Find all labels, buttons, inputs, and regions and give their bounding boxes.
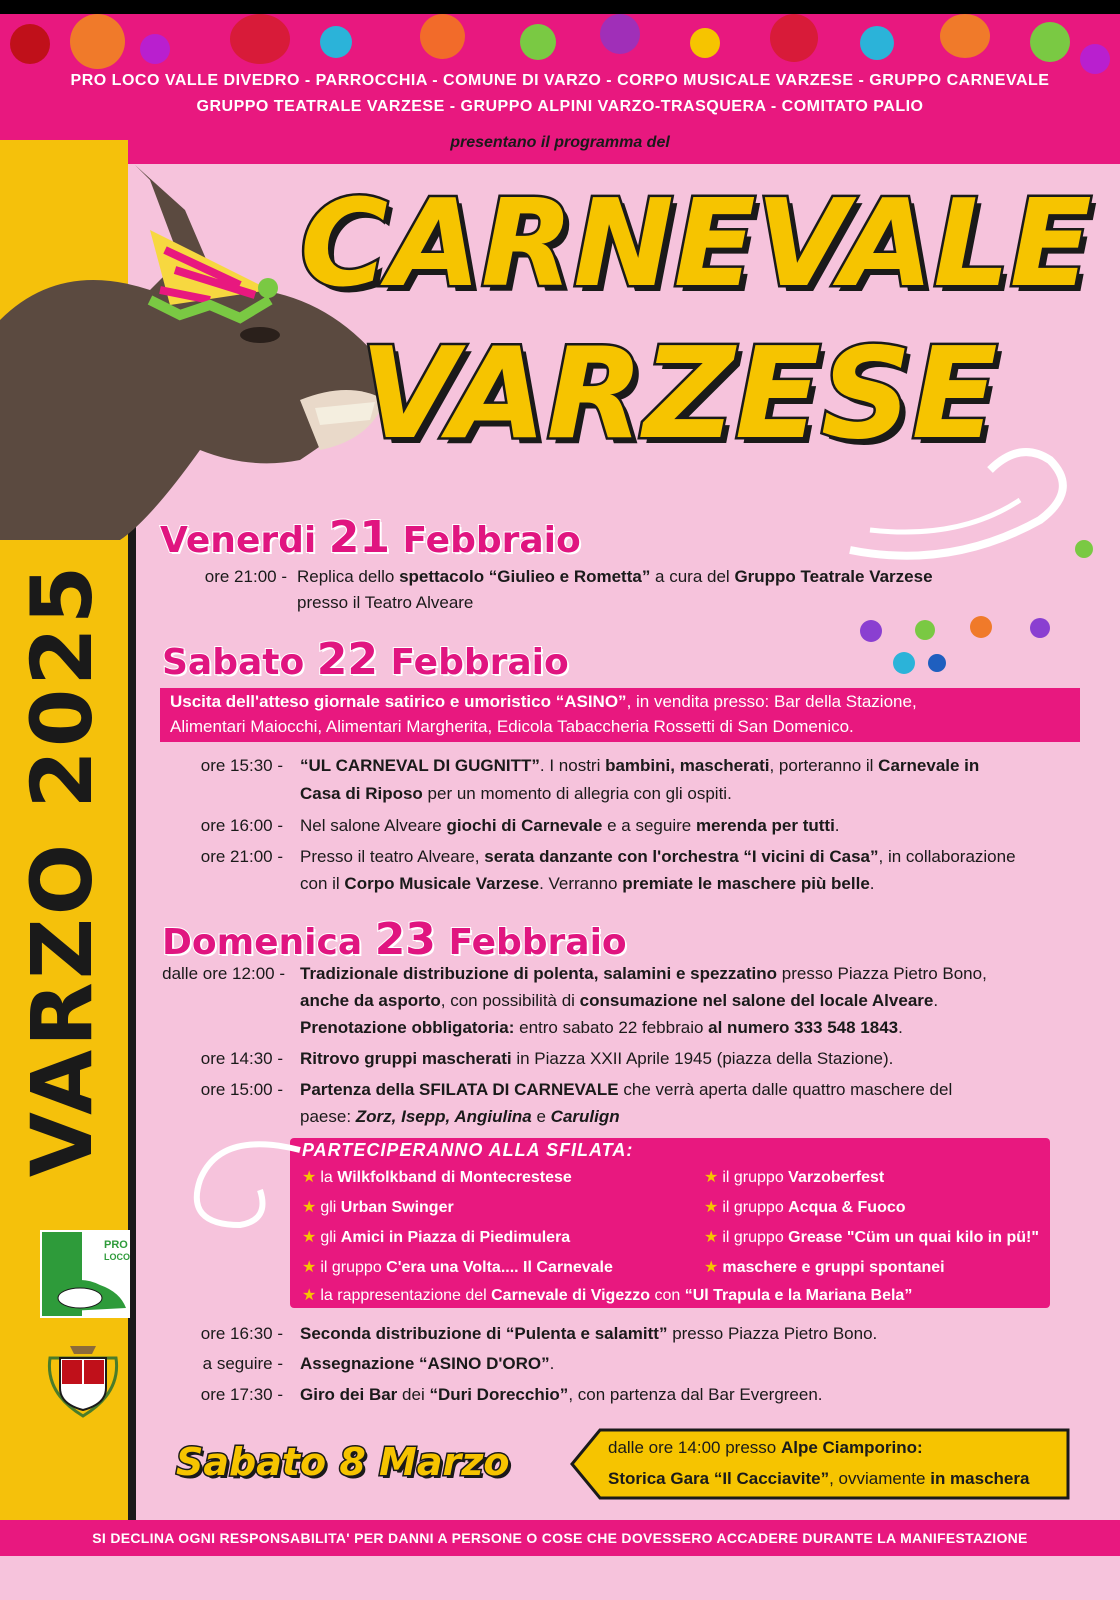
text-bold: giochi di Carnevale (446, 816, 603, 835)
swirl-decoration (160, 1130, 310, 1250)
text: in Piazza XXII Aprile 1945 (piazza della Stazione). (511, 1049, 894, 1068)
parade-heading: PARTECIPERANNO ALLA SFILATA: (302, 1140, 634, 1160)
confetti-dot (230, 14, 290, 64)
text-bold: serata danzante con l'orchestra “I vicini di Casa” (484, 847, 879, 866)
parade-participants-box (290, 1138, 1050, 1308)
text-bold: Urban Swinger (340, 1199, 454, 1216)
event-time: ore 16:00 - (200, 816, 283, 835)
announcement-line1 (170, 688, 917, 716)
event-time: ore 15:30 - (200, 756, 283, 775)
confetti-dot (690, 28, 720, 58)
confetti-dot (770, 14, 818, 62)
text-bold: anche da asporto (300, 991, 441, 1010)
text: , con possibilità di (440, 991, 580, 1010)
organizers-line-2: GRUPPO TEATRALE VARZESE - GRUPPO ALPINI VARZO-TRASQUERA - COMITATO PALIO (196, 98, 924, 115)
text: il gruppo (722, 1199, 789, 1216)
text: per un momento di allegria con gli ospiti. (422, 784, 732, 803)
text-bold: Grease "Cüm un quai kilo in pü!" (788, 1229, 1039, 1246)
event-time: ore 17:30 - (200, 1385, 283, 1404)
march-day-heading: Sabato 8 Marzo (176, 1440, 510, 1484)
text-bold: Wilkfolkband di Montecrestese (337, 1169, 572, 1186)
event-description-line2 (300, 780, 732, 808)
day-prefix: Domenica (162, 922, 375, 963)
text: dei (397, 1385, 430, 1404)
star-icon: ★ (704, 1199, 719, 1216)
text-bold: premiate le maschere più belle (622, 874, 870, 893)
organizers-line-1: PRO LOCO VALLE DIVEDRO - PARROCCHIA - COMUNE DI VARZO - CORPO MUSICALE VARZESE - GRUPPO CARNEVALE (70, 72, 1050, 89)
parade-item (302, 1284, 912, 1308)
text: , in collaborazione (878, 847, 1016, 866)
text-bold: Gruppo Teatrale Varzese (734, 567, 933, 586)
pro-loco-logo (40, 1230, 130, 1318)
star-icon: ★ (704, 1259, 719, 1276)
star-icon: ★ (302, 1199, 317, 1216)
event-description-line2: con il Corpo Musicale Varzese. Verranno premiate le maschere più belle. (300, 874, 875, 893)
text-bold: Prenotazione obbligatoria: (300, 1018, 515, 1037)
day-heading-sunday (162, 914, 627, 965)
day-suffix: Febbraio (389, 520, 581, 561)
parade-item (704, 1196, 906, 1220)
confetti-dot (915, 620, 935, 640)
confetti-dot (860, 620, 882, 642)
text: con il (300, 874, 345, 893)
text: , con partenza dal Bar Evergreen. (568, 1385, 823, 1404)
text: . I nostri (539, 756, 606, 775)
confetti-dot (70, 14, 125, 69)
event-description (297, 563, 933, 591)
text-bold: Casa di Riposo (300, 784, 423, 803)
day-number: 23 (374, 914, 436, 965)
left-strip-border (128, 520, 136, 1520)
event-time: ore 21:00 - (204, 567, 287, 586)
top-black-bar (0, 0, 1120, 14)
event-description (300, 1320, 877, 1348)
event-description: Assegnazione “ASINO D'ORO”. (300, 1354, 555, 1373)
text-bold: al numero 333 548 1843 (708, 1018, 899, 1037)
title-line-2: VARZESE (360, 320, 998, 467)
side-year-title: VARZO 2025 (13, 562, 111, 1178)
text-bold: Acqua & Fuoco (788, 1199, 906, 1216)
text: con (650, 1287, 685, 1304)
text: paese: (300, 1107, 356, 1126)
text: il gruppo (722, 1169, 789, 1186)
text-bold: Storica Gara “Il Cacciavite” (608, 1469, 830, 1488)
text: e a seguire (602, 816, 696, 835)
text-bold: Uscita dell'atteso giornale satirico e umoristico “ASINO” (170, 692, 627, 711)
star-icon: ★ (704, 1229, 719, 1246)
confetti-dot (420, 14, 465, 59)
event-description (300, 1076, 952, 1104)
parade-item (302, 1166, 572, 1190)
confetti-dot (970, 616, 992, 638)
text: e (531, 1107, 551, 1126)
text-bold: in maschera (930, 1469, 1030, 1488)
star-icon: ★ (302, 1229, 317, 1246)
event-description-line2 (300, 1103, 620, 1131)
text-bold: Alpe Ciamporino: (780, 1438, 923, 1457)
star-icon: ★ (302, 1259, 317, 1276)
text: , porteranno il (769, 756, 879, 775)
svg-text:PRO: PRO (104, 1239, 128, 1251)
confetti-dot (893, 652, 915, 674)
parade-item (704, 1166, 884, 1190)
event-description (300, 960, 987, 988)
text-bold: Amici in Piazza di Piedimulera (340, 1229, 571, 1246)
text-bold: Carnevale in (878, 756, 980, 775)
text: la (320, 1169, 338, 1186)
announcement-line2: Alimentari Maiocchi, Alimentari Margherita, Edicola Tabaccheria Rossetti di San Domenico. (170, 717, 854, 736)
text-bold: Corpo Musicale Varzese (344, 874, 540, 893)
text: il gruppo (722, 1229, 789, 1246)
text: a cura del (650, 567, 735, 586)
text-bold: “Ul Trapula e la Mariana Bela” (684, 1287, 913, 1304)
event-time: ore 21:00 - (200, 847, 283, 866)
coat-of-arms-icon (40, 1338, 126, 1418)
confetti-dot (140, 34, 170, 64)
confetti-dot (600, 14, 640, 54)
text: presso Piazza Pietro Bono. (667, 1324, 878, 1343)
text-bold: spettacolo “Giulieo e Rometta” (399, 567, 651, 586)
swirl-decoration (830, 430, 1090, 570)
svg-text:LOCO: LOCO (104, 1252, 130, 1262)
text: il gruppo (320, 1259, 387, 1276)
day-heading-saturday (162, 634, 569, 685)
day-number: 22 (316, 634, 378, 685)
text-bold: Assegnazione “ASINO D'ORO” (300, 1354, 550, 1373)
confetti-dot (520, 24, 556, 60)
star-icon: ★ (302, 1287, 317, 1304)
text-bold: Tradizionale distribuzione di polenta, salamini e spezzatino (300, 964, 778, 983)
event-description (300, 752, 979, 780)
confetti-dot (860, 26, 894, 60)
text: . Verranno (539, 874, 623, 893)
march-line2 (608, 1465, 1029, 1493)
text-bold: Varzoberfest (788, 1169, 885, 1186)
text-bold: Partenza della SFILATA DI CARNEVALE (300, 1080, 619, 1099)
text-bold: C'era una Volta.... Il Carnevale (386, 1259, 613, 1276)
parade-item (302, 1226, 570, 1250)
text: entro sabato 22 febbraio (514, 1018, 709, 1037)
event-description-line2: anche da asporto, con possibilità di consumazione nel salone del locale Alveare. (300, 991, 939, 1010)
footer-disclaimer: SI DECLINA OGNI RESPONSABILITA' PER DANNI A PERSONE O COSE CHE DOVESSERO ACCADERE DURANTE LA MANIFESTAZIONE (0, 1520, 1120, 1556)
confetti-dot (940, 14, 990, 58)
text: dalle ore 14:00 presso (608, 1438, 781, 1457)
text-bold: Zorz, Isepp, Angiulina (355, 1107, 532, 1126)
text-bold: maschere e gruppi spontanei (722, 1259, 945, 1276)
parade-item (704, 1226, 1039, 1250)
day-suffix: Febbraio (378, 642, 569, 683)
event-description (300, 843, 1016, 871)
parade-item (704, 1256, 945, 1280)
text: , ovviamente (829, 1469, 931, 1488)
day-prefix: Sabato (162, 642, 317, 683)
star-icon: ★ (704, 1169, 719, 1186)
event-description-line3: Prenotazione obbligatoria: entro sabato 22 febbraio al numero 333 548 1843. (300, 1018, 903, 1037)
text: gli (320, 1229, 341, 1246)
text-bold: Carnevale di Vigezzo (491, 1287, 650, 1304)
confetti-dot (1030, 22, 1070, 62)
march-line1 (608, 1434, 923, 1462)
text: che verrà aperta dalle quattro maschere del (618, 1080, 953, 1099)
text: gli (320, 1199, 341, 1216)
text-bold: consumazione nel salone del locale Alveare (579, 991, 934, 1010)
confetti-dot (1030, 618, 1050, 638)
event-description: Nel salone Alveare giochi di Carnevale e a seguire merenda per tutti. (300, 816, 840, 835)
bottom-margin (0, 1556, 1120, 1600)
text-bold: Ritrovo gruppi mascherati (300, 1049, 512, 1068)
title-line-1: CARNEVALE (300, 175, 1092, 314)
text: Nel salone Alveare (300, 816, 447, 835)
text-bold: merenda per tutti (695, 816, 835, 835)
event-time: ore 14:30 - (200, 1049, 283, 1068)
event-description (300, 1045, 893, 1073)
event-description (300, 1381, 823, 1409)
event-time: ore 16:30 - (200, 1324, 283, 1343)
text-bold: Seconda distribuzione di “Pulenta e salamitt” (300, 1324, 668, 1343)
confetti-dot (320, 26, 352, 58)
event-time: ore 15:00 - (200, 1080, 283, 1099)
day-prefix: Venerdi (160, 520, 329, 561)
day-heading-friday (160, 512, 581, 563)
text-bold: bambini, mascherati (605, 756, 770, 775)
text: Presso il teatro Alveare, (300, 847, 485, 866)
text-bold: Carulign (550, 1107, 620, 1126)
text: la rappresentazione del (320, 1287, 492, 1304)
parade-item (302, 1196, 454, 1220)
confetti-dot (10, 24, 50, 64)
text: Replica dello (297, 567, 400, 586)
confetti-dot (928, 654, 946, 672)
event-description-line2: presso il Teatro Alveare (297, 593, 474, 612)
event-time: a seguire - (202, 1354, 283, 1373)
text: , in vendita presso: Bar della Stazione, (626, 692, 917, 711)
parade-item (302, 1256, 613, 1280)
day-number: 21 (328, 512, 390, 563)
day-suffix: Febbraio (435, 922, 627, 963)
announcement-band (160, 688, 1080, 742)
confetti-dot (1080, 44, 1110, 74)
text: presso Piazza Pietro Bono, (777, 964, 987, 983)
event-time: dalle ore 12:00 - (162, 964, 285, 983)
text-bold: Giro dei Bar (300, 1385, 398, 1404)
text-bold: “Duri Dorecchio” (429, 1385, 569, 1404)
text-bold: “UL CARNEVAL DI GUGNITT” (300, 756, 540, 775)
star-icon: ★ (302, 1169, 317, 1186)
presents-line: presentano il programma del (450, 134, 670, 151)
